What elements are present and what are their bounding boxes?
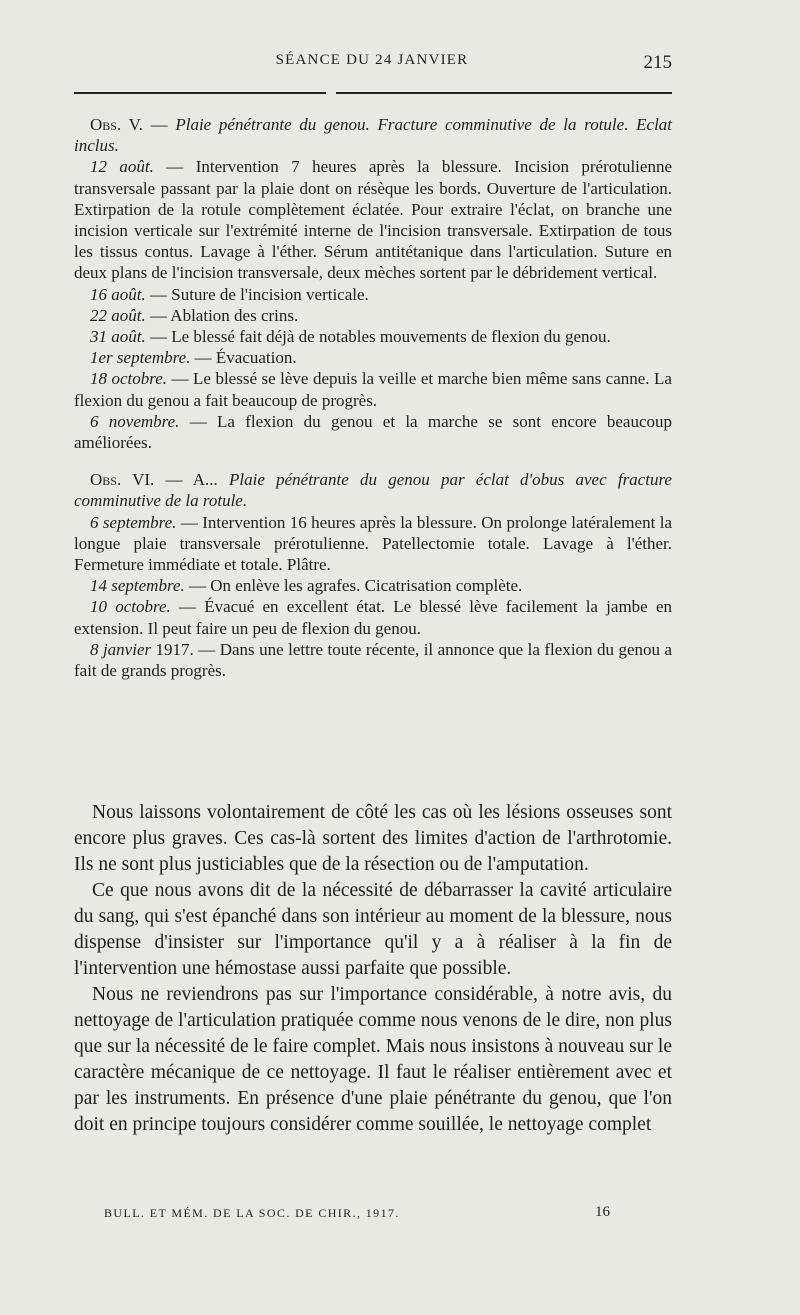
obs-5-entry [74, 156, 672, 283]
entry-date: 12 août. [90, 157, 154, 177]
running-title: SÉANCE DU 24 JANVIER [275, 52, 469, 68]
obs-5-label: Obs. V. [90, 115, 143, 134]
obs-6-entry [74, 596, 672, 638]
printer-signature-line [104, 1206, 624, 1228]
obs-6-entry [74, 639, 672, 681]
obs-5-dash: — [142, 115, 176, 134]
body-text [74, 800, 672, 1138]
entry-text: — Intervention 16 heures après la blessure. On prolonge latéralement la longue plaie transversale prérotulienne. Patellectomie totale. Lavage à l'éther. Fermeture immédiate et totale. Plâtre. [74, 512, 672, 575]
header-rule-right [336, 92, 672, 94]
obs-5-heading [74, 114, 672, 156]
entry-date: 31 août. [90, 327, 146, 347]
entry-date: 6 novembre. [90, 411, 180, 431]
entry-date: 8 janvier [90, 639, 152, 659]
journal-signature: BULL. ET MÉM. DE LA SOC. DE CHIR., 1917. [104, 1206, 400, 1220]
obs-6-heading [74, 469, 672, 511]
header-rule-left [74, 92, 326, 94]
obs-5-entry [74, 368, 672, 410]
entry-text: — Suture de l'incision verticale. [145, 284, 369, 304]
obs-5-entry [74, 305, 672, 326]
entry-text: — Le blessé fait déjà de notables mouvements de flexion du genou. [145, 327, 611, 347]
entry-text: — Évacuation. [190, 348, 297, 368]
obs-5-title: Plaie pénétrante du genou. Fracture comminutive de la rotule. Eclat inclus. [74, 115, 673, 156]
entry-date: 6 septembre. [90, 512, 177, 532]
obs-6-entry [74, 512, 672, 576]
body-paragraph: Ce que nous avons dit de la nécessité de débarrasser la cavité articulaire du sang, qui s'est épanché dans son intérieur au moment de la blessure, nous dispense d'insister sur l'importance qu'il y a à réaliser à la fin de l'intervention une hémostase aussi parfaite que possible. [74, 880, 672, 979]
entry-text: — Ablation des crins. [145, 305, 299, 325]
entry-date: 1er septembre. [90, 348, 191, 368]
entry-text: — Le blessé se lève depuis la veille et marche bien même sans canne. La flexion du genou a fait beaucoup de progrès. [74, 369, 672, 410]
entry-text: — Intervention 7 heures après la blessure. Incision prérotulienne transversale passant par la plaie dont on résèque les bords. Ouverture de l'articulation. Extirpation de la rotule complètement éclatée. Pour extraire l'éclat, on branche une incision verticale sur l'extrémité interne de l'incision transversale. Extirpation de tous les tissus contus. Lavage à l'éther. Sérum antitétanique dans l'articulation. Suture en deux plans de l'incision transversale, deux mèches sortent par le débridement vertical. [74, 157, 672, 283]
obs-5-entry [74, 326, 672, 347]
entry-text: 1917. — Dans une lettre toute récente, il annonce que la flexion du genou a fait de grands progrès. [74, 639, 672, 681]
body-paragraph: Nous ne reviendrons pas sur l'importance considérable, à notre avis, du nettoyage de l'articulation pratiquée comme nous venons de le dire, non plus que sur la nécessité de le faire complet. Mais nous insistons à nouveau sur le caractère mécanique de ce nettoyage. Il faut le réaliser entièrement avec et par les instruments. En présence d'une plaie pénétrante du genou, que l'on doit en principe toujours considérer comme souillée, le nettoyage complet [74, 984, 672, 1135]
page-number: 215 [643, 52, 672, 73]
entry-date: 22 août. [90, 305, 146, 325]
obs-6-title: Plaie pénétrante du genou par éclat d'obus avec fracture comminutive de la rotule. [74, 470, 672, 511]
running-header [72, 52, 672, 76]
obs-6-entry [74, 575, 672, 596]
obs-6-label: Obs. VI. [90, 470, 155, 490]
observations-section [74, 114, 672, 681]
entry-text: — Évacué en excellent état. Le blessé lève facilement la jambe en extension. Il peut faire un peu de flexion du genou. [74, 597, 672, 638]
obs-6-dash: — A... [154, 470, 230, 490]
obs-5-entry [74, 411, 672, 453]
entry-date: 16 août. [90, 284, 146, 304]
obs-5-entry [74, 347, 672, 368]
header-rules [74, 92, 672, 96]
entry-date: 10 octobre. [90, 597, 171, 617]
entry-date: 14 septembre. [90, 576, 185, 596]
entry-text: — On enlève les agrafes. Cicatrisation complète. [184, 576, 523, 596]
body-paragraph: Nous laissons volontairement de côté les cas où les lésions osseuses sont encore plus graves. Ces cas-là sortent des limites d'action de l'arthrotomie. Ils ne sont plus justiciables que de la résection ou de l'amputation. [74, 802, 672, 875]
entry-date: 18 octobre. [90, 369, 168, 389]
entry-text: — La flexion du genou et la marche se sont encore beaucoup améliorées. [74, 411, 672, 453]
obs-5-entry [74, 284, 672, 305]
signature-number: 16 [595, 1204, 610, 1220]
